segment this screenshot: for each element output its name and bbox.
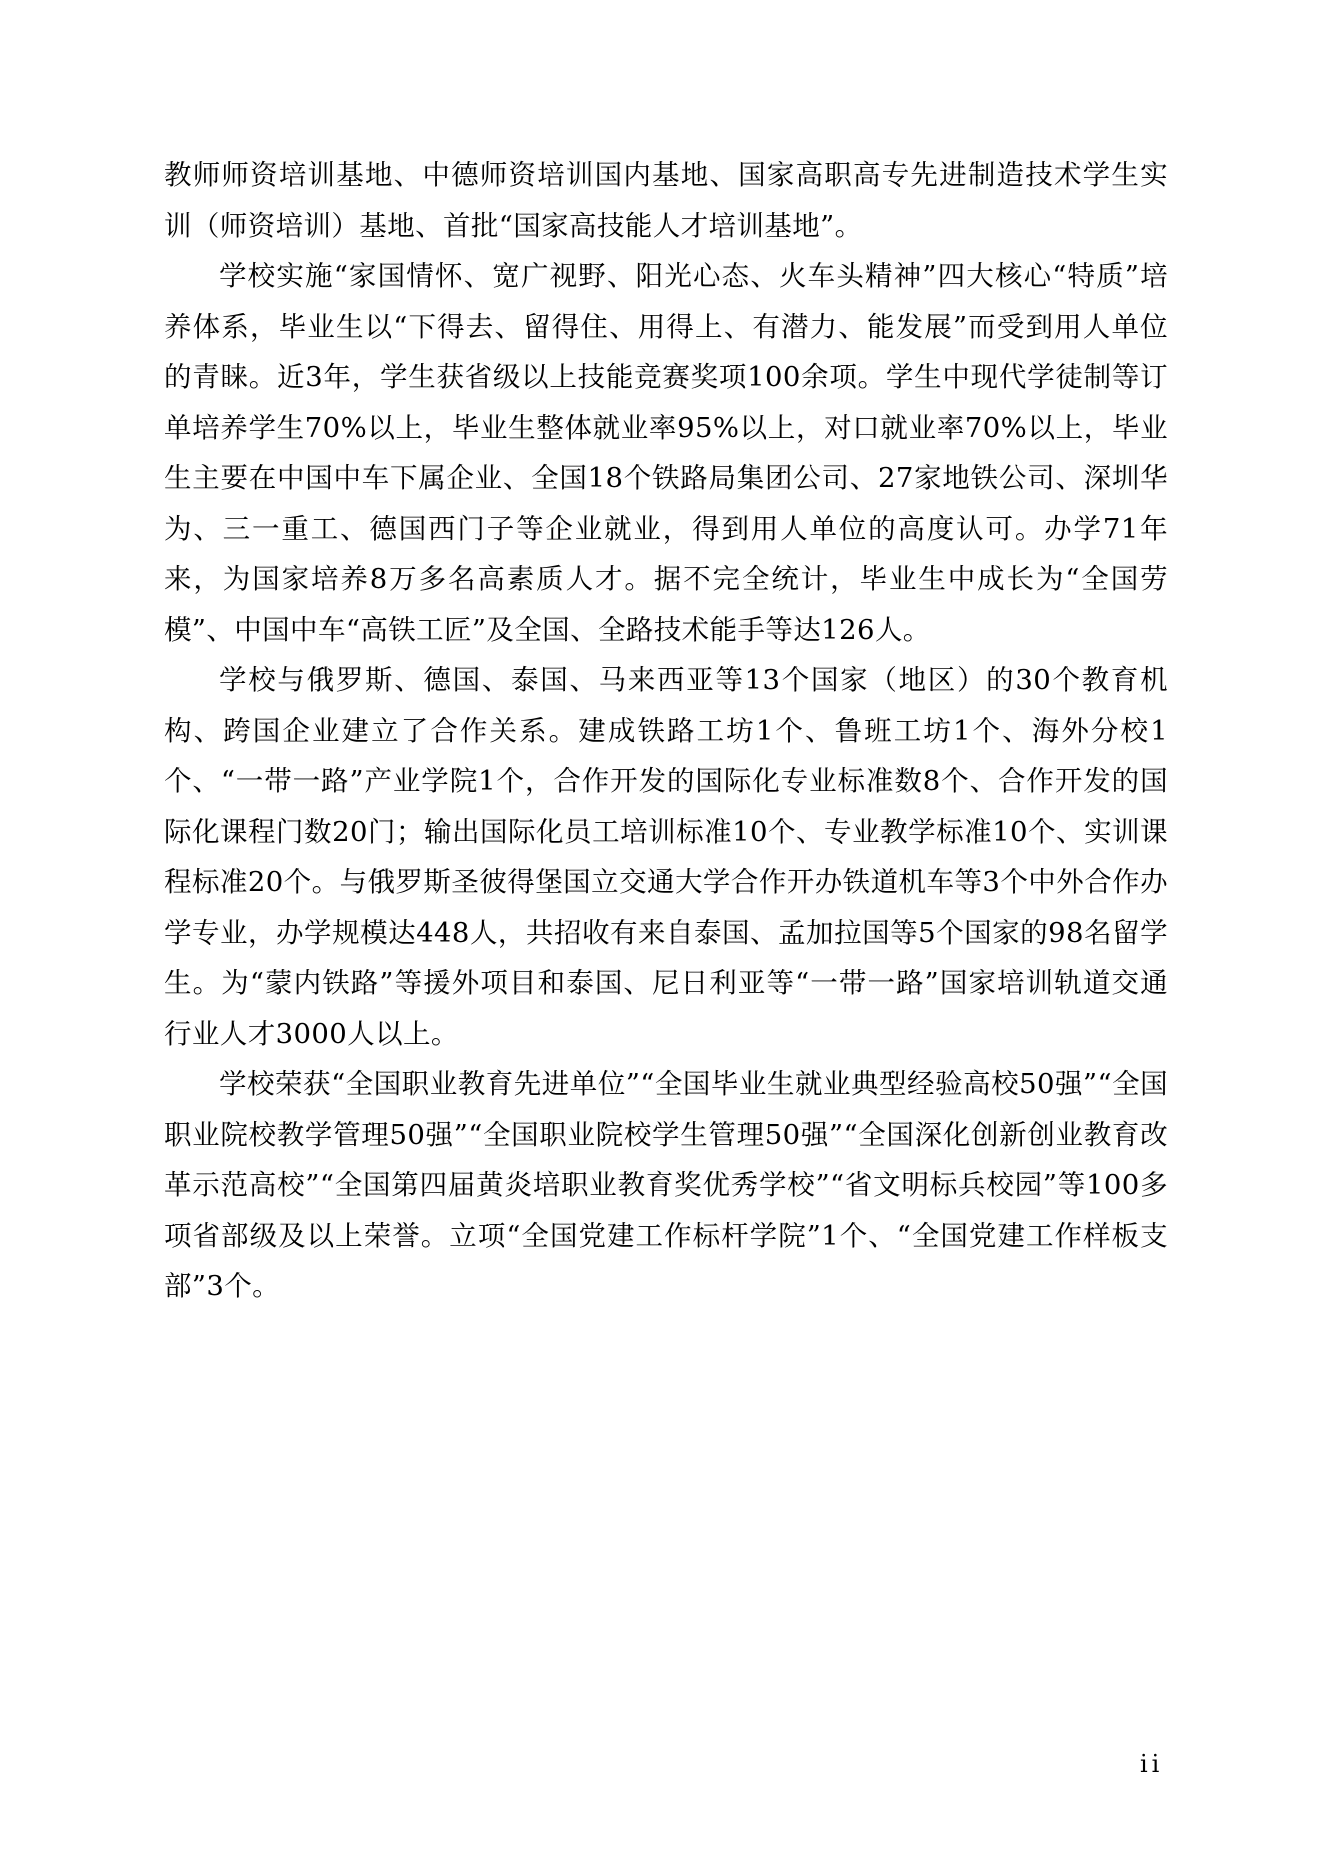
- paragraph-international-cooperation: 学校与俄罗斯、德国、泰国、马来西亚等13个国家（地区）的30个教育机构、跨国企业建立了合作关系。建成铁路工坊1个、鲁班工坊1个、海外分校1个、“一带一路”产业学院1个，合作开发的国际化专业标准数8个、合作开发的国际化课程门数20门；输出国际化员工培训标准10个、专业教学标准10个、实训课程标准20个。与俄罗斯圣彼得堡国立交通大学合作开办铁道机车等3个中外合作办学专业，办学规模达448人，共招收有来自泰国、孟加拉国等5个国家的98名留学生。为“蒙内铁路”等援外项目和泰国、尼日利亚等“一带一路”国家培训轨道交通行业人才3000人以上。: [164, 664, 1168, 1050]
- paragraph-continued-training-bases: 教师师资培训基地、中德师资培训国内基地、国家高职高专先进制造技术学生实训（师资培训）基地、首批“国家高技能人才培训基地”。: [164, 159, 1168, 242]
- paragraph-honors: 学校荣获“全国职业教育先进单位”“全国毕业生就业典型经验高校50强”“全国职业院校教学管理50强”“全国职业院校学生管理50强”“全国深化创新创业教育改革示范高校”“全国第四届黄炎培职业教育奖优秀学校”“省文明标兵校园”等100多项省部级及以上荣誉。立项“全国党建工作标杆学院”1个、“全国党建工作样板支部”3个。: [164, 1068, 1168, 1302]
- page-number: ii: [1140, 1750, 1164, 1778]
- paragraph-student-cultivation: 学校实施“家国情怀、宽广视野、阳光心态、火车头精神”四大核心“特质”培养体系，毕业生以“下得去、留得住、用得上、有潜力、能发展”而受到用人单位的青睐。近3年，学生获省级以上技能竞赛奖项100余项。学生中现代学徒制等订单培养学生70%以上，毕业生整体就业率95%以上，对口就业率70%以上，毕业生主要在中国中车下属企业、全国18个铁路局集团公司、27家地铁公司、深圳华为、三一重工、德国西门子等企业就业，得到用人单位的高度认可。办学71年来，为国家培养8万多名高素质人才。据不完全统计，毕业生中成长为“全国劳模”、中国中车“高铁工匠”及全国、全路技术能手等达126人。: [164, 260, 1168, 646]
- document-body: [164, 150, 1168, 1312]
